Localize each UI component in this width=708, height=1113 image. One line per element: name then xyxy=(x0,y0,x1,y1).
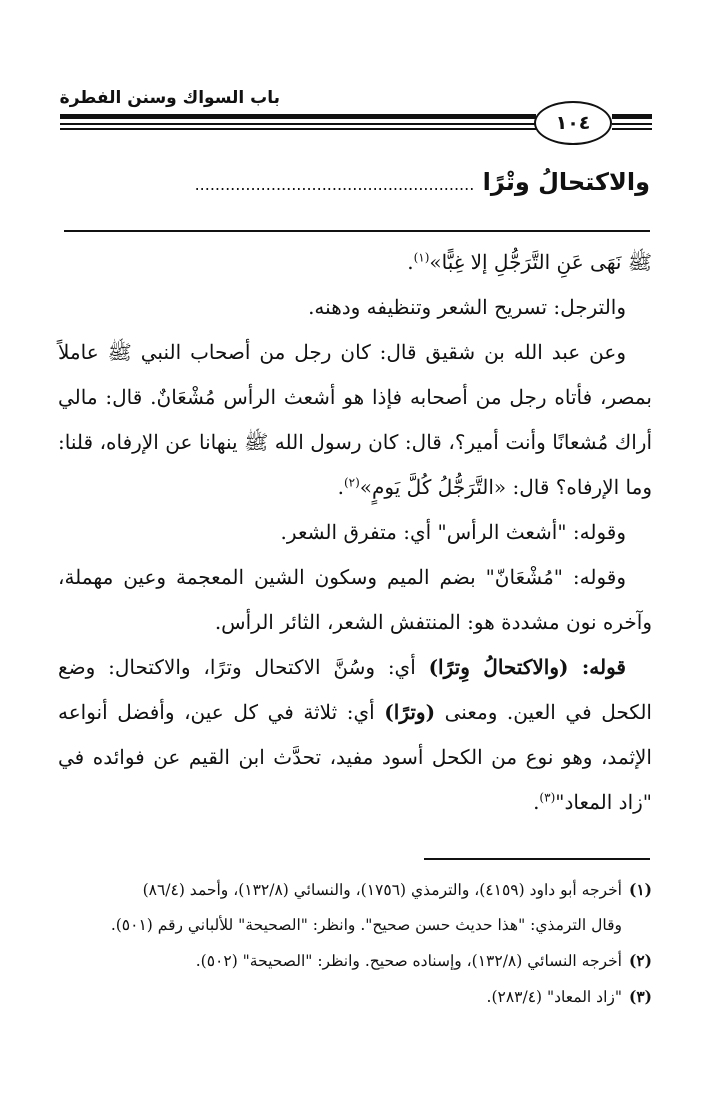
footnote-1 xyxy=(58,872,652,908)
paragraph-3-end: . xyxy=(337,475,344,499)
paragraph-3-text: وعن عبد الله بن شقيق قال: كان رجل من أصحاب النبي ﷺ عاملاً بمصر، فأتاه رجل من أصحابه فإذا هو أشعث الرأس مُشْعَانٌ. قال: مالي أراك مُشعانًا وأنت أمير؟، قال: كان رسول الله ﷺ ينهانا عن الإرفاه، قلنا: وما الإرفاه؟ قال: «التَّرَجُّلُ كُلَّ يَومٍ» xyxy=(58,340,652,499)
footnotes xyxy=(58,872,652,1015)
paragraph-5: وقوله: "مُشْعَانّ" بضم الميم وسكون الشين المعجمة وعين مهملة، وآخره نون مشددة هو: المنتفش الشعر، الثائر الرأس. xyxy=(58,565,652,634)
paragraph-6-rest: أي: ثلاثة في كل عين، وأفضل أنواعه الإثمد، وهو نوع من الكحل أسود مفيد، تحدَّث ابن القيم عن فوائده في "زاد المعاد" xyxy=(58,700,652,814)
page-number xyxy=(534,101,612,145)
page-number-text: ١٠٤ xyxy=(555,112,591,134)
footnote-number: (٣) xyxy=(628,987,652,1006)
footnote-text: "زاد المعاد" (٢٨٣/٤). xyxy=(486,988,622,1006)
footnote-ref-2: (٢) xyxy=(343,475,360,490)
footnote-number: (٢) xyxy=(628,951,652,970)
paragraph-6-text: أي: وسُنَّ الاكتحال وترًا، والاكتحال: وضع الكحل في العين. ومعنى xyxy=(58,655,652,724)
footnote-1-continued xyxy=(58,908,652,943)
paragraph-1-end: . xyxy=(407,250,414,274)
footnote-text: أخرجه أبو داود (٤١٥٩)، والترمذي (١٧٥٦)، والنسائي (١٣٢/٨)، وأحمد (٨٦/٤) xyxy=(142,881,622,899)
body-text xyxy=(58,240,652,825)
header-rule-right-thick xyxy=(612,114,652,119)
footnote-3 xyxy=(58,979,652,1015)
paragraph-4: وقوله: "أشعث الرأس" أي: متفرق الشعر. xyxy=(280,520,626,544)
heading-underline xyxy=(64,230,650,232)
paragraph-6 xyxy=(58,645,652,825)
running-title: باب السواك وسنن الفطرة xyxy=(59,88,280,108)
header-rule-left-thin-2 xyxy=(60,128,536,130)
paragraph-1-text: ﷺ نَهَى عَنِ التَّرَجُّلِ إلا غِبًّا» xyxy=(429,250,652,274)
footnote-separator xyxy=(424,858,650,860)
paragraph-6-lead: قوله: (والاكتحالُ وِترًا) xyxy=(428,655,626,679)
section-heading xyxy=(50,168,650,196)
paragraph-3 xyxy=(58,330,652,510)
footnote-number: (١) xyxy=(628,880,652,899)
paragraph-1 xyxy=(58,240,652,285)
paragraph-2: والترجل: تسريح الشعر وتنظيفه ودهنه. xyxy=(308,295,626,319)
paragraph-6-term: (وترًا) xyxy=(384,700,436,724)
footnote-ref-3: (٣) xyxy=(539,790,556,805)
heading-leader-dots: ....................................................... xyxy=(194,175,475,194)
header-rule-right-thin xyxy=(612,123,652,125)
header-rule-left-thin xyxy=(60,123,536,125)
paragraph-6-end: . xyxy=(533,790,540,814)
footnote-text: وقال الترمذي: "هذا حديث حسن صحيح". وانظر: "الصحيحة" للألباني رقم (٥٠١). xyxy=(110,916,622,934)
footnote-2 xyxy=(58,943,652,979)
header-rule-right-thin-2 xyxy=(612,128,652,130)
header-rule-left-thick xyxy=(60,114,536,119)
footnote-ref-1: (١) xyxy=(413,250,430,265)
footnote-text: أخرجه النسائي (١٣٢/٨)، وإسناده صحيح. وانظر: "الصحيحة" (٥٠٢). xyxy=(195,952,622,970)
section-heading-text: والاكتحالُ وِتْرًا xyxy=(482,168,650,196)
